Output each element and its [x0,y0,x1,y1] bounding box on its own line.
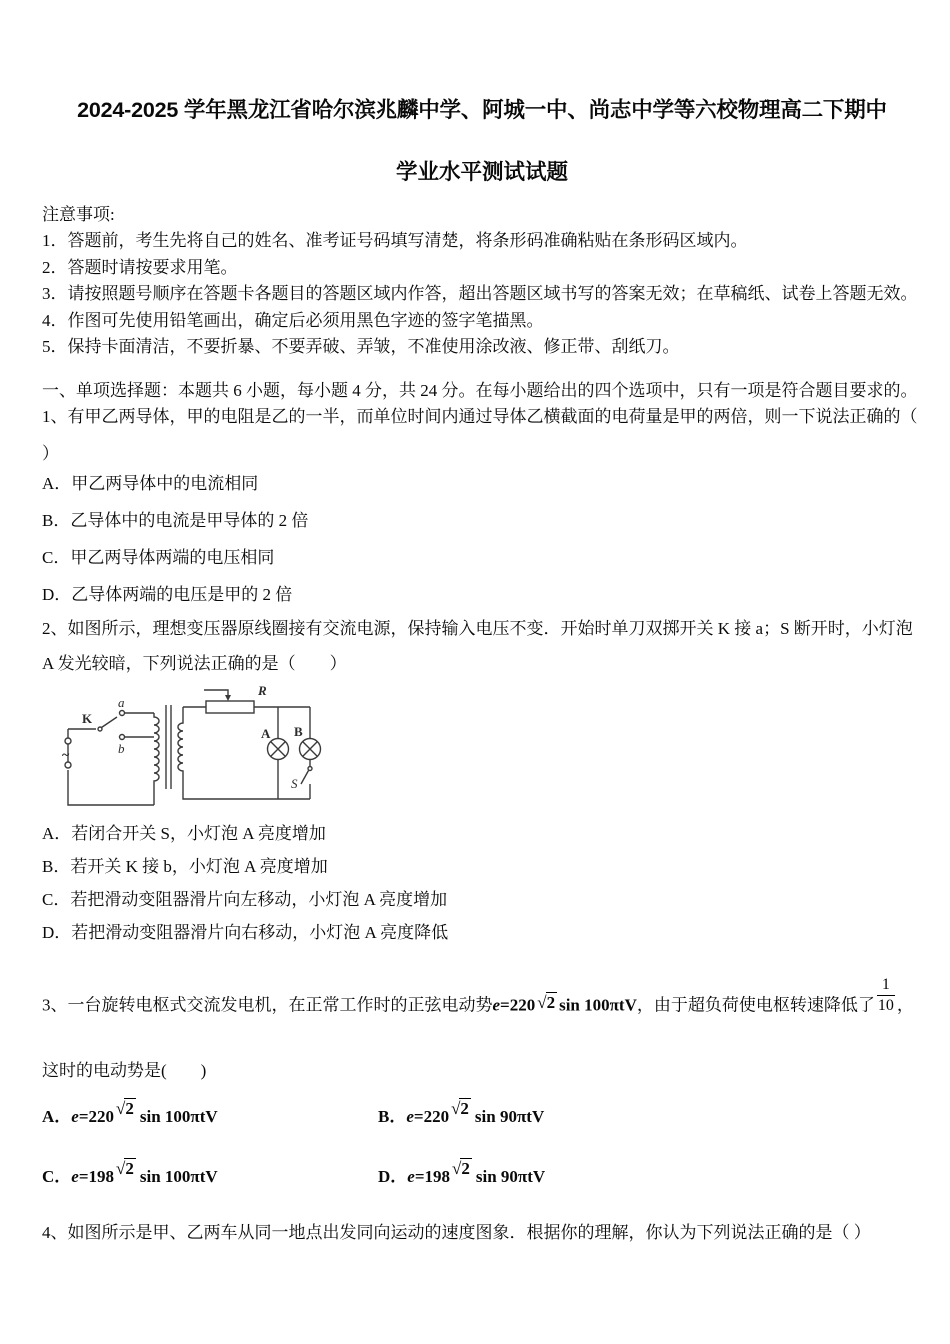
q1-option-d: D．乙导体两端的电压是甲的 2 倍 [42,584,293,604]
notice-heading: 注意事项: [42,205,115,224]
notice-item: 2．答题时请按要求用笔。 [42,257,238,277]
q2-option-c: C．若把滑动变阻器滑片向左移动，小灯泡 A 亮度增加 [42,889,448,909]
q3-options [42,1098,922,1192]
q1-stem-line2: ） [42,443,59,463]
question-1 [42,404,922,608]
q3-stem-end: ， [896,994,914,1014]
switch-k-label: K [82,710,93,726]
q1-option-c: C．甲乙两导体两端的电压相同 [42,547,275,567]
q3-stem-mid: ，由于超负荷使电枢转速降低了 [636,994,875,1014]
emf-equation: =220 [500,994,536,1014]
switch-s-label: S [291,775,298,791]
title-line-2: 学业水平测试试题 [395,160,568,184]
q1-option-b: B．乙导体中的电流是甲导体的 2 倍 [42,510,309,530]
lamp-b-label: B [294,723,303,739]
sqrt-radical: √2 [452,1158,470,1178]
sqrt-radical: √2 [116,1098,134,1118]
lamp-a-label: A [261,725,271,741]
notice-item: 4．作图可先使用铅笔画出，确定后必须用黑色字迹的签字笔描黑。 [42,310,544,330]
notice-item: 3．请按照题号顺序在答题卡各题目的答题区域内作答，超出答题区域书写的答案无效；在草稿纸、试卷上答题无效。 [42,284,918,303]
q2-option-b: B．若开关 K 接 b，小灯泡 A 亮度增加 [42,856,328,876]
question-3 [42,976,922,1192]
q1-stem-line1: 1、有甲乙两导体，甲的电阻是乙的一半，而单位时间内通过导体乙横截面的电荷量是甲的两倍，则一下说法正确的（ [42,406,918,426]
notice-list [42,228,922,361]
emf-equation-tail: sin 100πtV [559,994,637,1014]
q3-stem-prefix: 3、一台旋转电枢式交流发电机，在正常工作时的正弦电动势 [42,994,493,1014]
ac-source-symbol: ~ [62,747,70,763]
section1-heading: 一、单项选择题：本题共 6 小题，每小题 4 分，共 24 分。在每小题给出的四个选项中，只有一项是符合题目要求的。 [42,380,918,400]
q3-stem-line1 [42,976,922,1020]
fraction-one-tenth: $\frac{1}{10}$ [877,975,894,1014]
q3-option-a: A．e=220 √2 sin 100πtV [42,1102,378,1132]
q2-option-d: D．若把滑动变阻器滑片向右移动，小灯泡 A 亮度降低 [42,922,449,942]
q3-option-b: B．e=220 √2 sin 90πtV [378,1102,545,1132]
document-title [42,96,922,186]
notice-item: 5．保持卡面清洁，不要折暴、不要弄破、弄皱，不准使用涂改液、修正带、刮纸刀。 [42,337,680,356]
title-line-1: 2024-2025 学年黑龙江省哈尔滨兆麟中学、阿城一中、尚志中学等六校物理高二下期中 [77,98,887,122]
emf-variable: e [492,994,501,1014]
sqrt-radical: √2 [537,992,556,1012]
q3-option-c: C．e=198 √2 sin 100πtV [42,1162,378,1192]
q3-stem-line2: 这时的电动势是( ) [42,1060,207,1080]
notice-item: 1．答题前，考生先将自己的姓名、准考证号码填写清楚，将条形码准确粘贴在条形码区域内。 [42,231,748,250]
q2-stem-line1: 2、如图所示，理想变压器原线圈接有交流电源，保持输入电压不变．开始时单刀双掷开关 K 接 a；S 断开时，小灯泡 [42,618,913,638]
rheostat-r-label: R [258,682,267,698]
q2-transformer-circuit-figure [56,677,328,813]
q1-options [42,471,922,608]
q2-options [42,821,922,946]
question-4-stem: 4、如图所示是甲、乙两车从同一地点出发同向运动的速度图象．根据你的理解，你认为下列说法正确的是（ ） [42,1222,871,1242]
sqrt-radical: √2 [116,1158,134,1178]
question-2 [42,616,922,946]
contact-b-label: b [118,740,125,756]
q3-option-d: D．e=198 √2 sin 90πtV [378,1162,545,1192]
q1-option-a: A．甲乙两导体中的电流相同 [42,473,259,493]
q2-option-a: A．若闭合开关 S，小灯泡 A 亮度增加 [42,823,326,843]
sqrt-radical: √2 [451,1098,469,1118]
contact-a-label: a [118,694,125,710]
q2-stem-line2: A 发光较暗，下列说法正确的是（ ） [42,653,347,673]
